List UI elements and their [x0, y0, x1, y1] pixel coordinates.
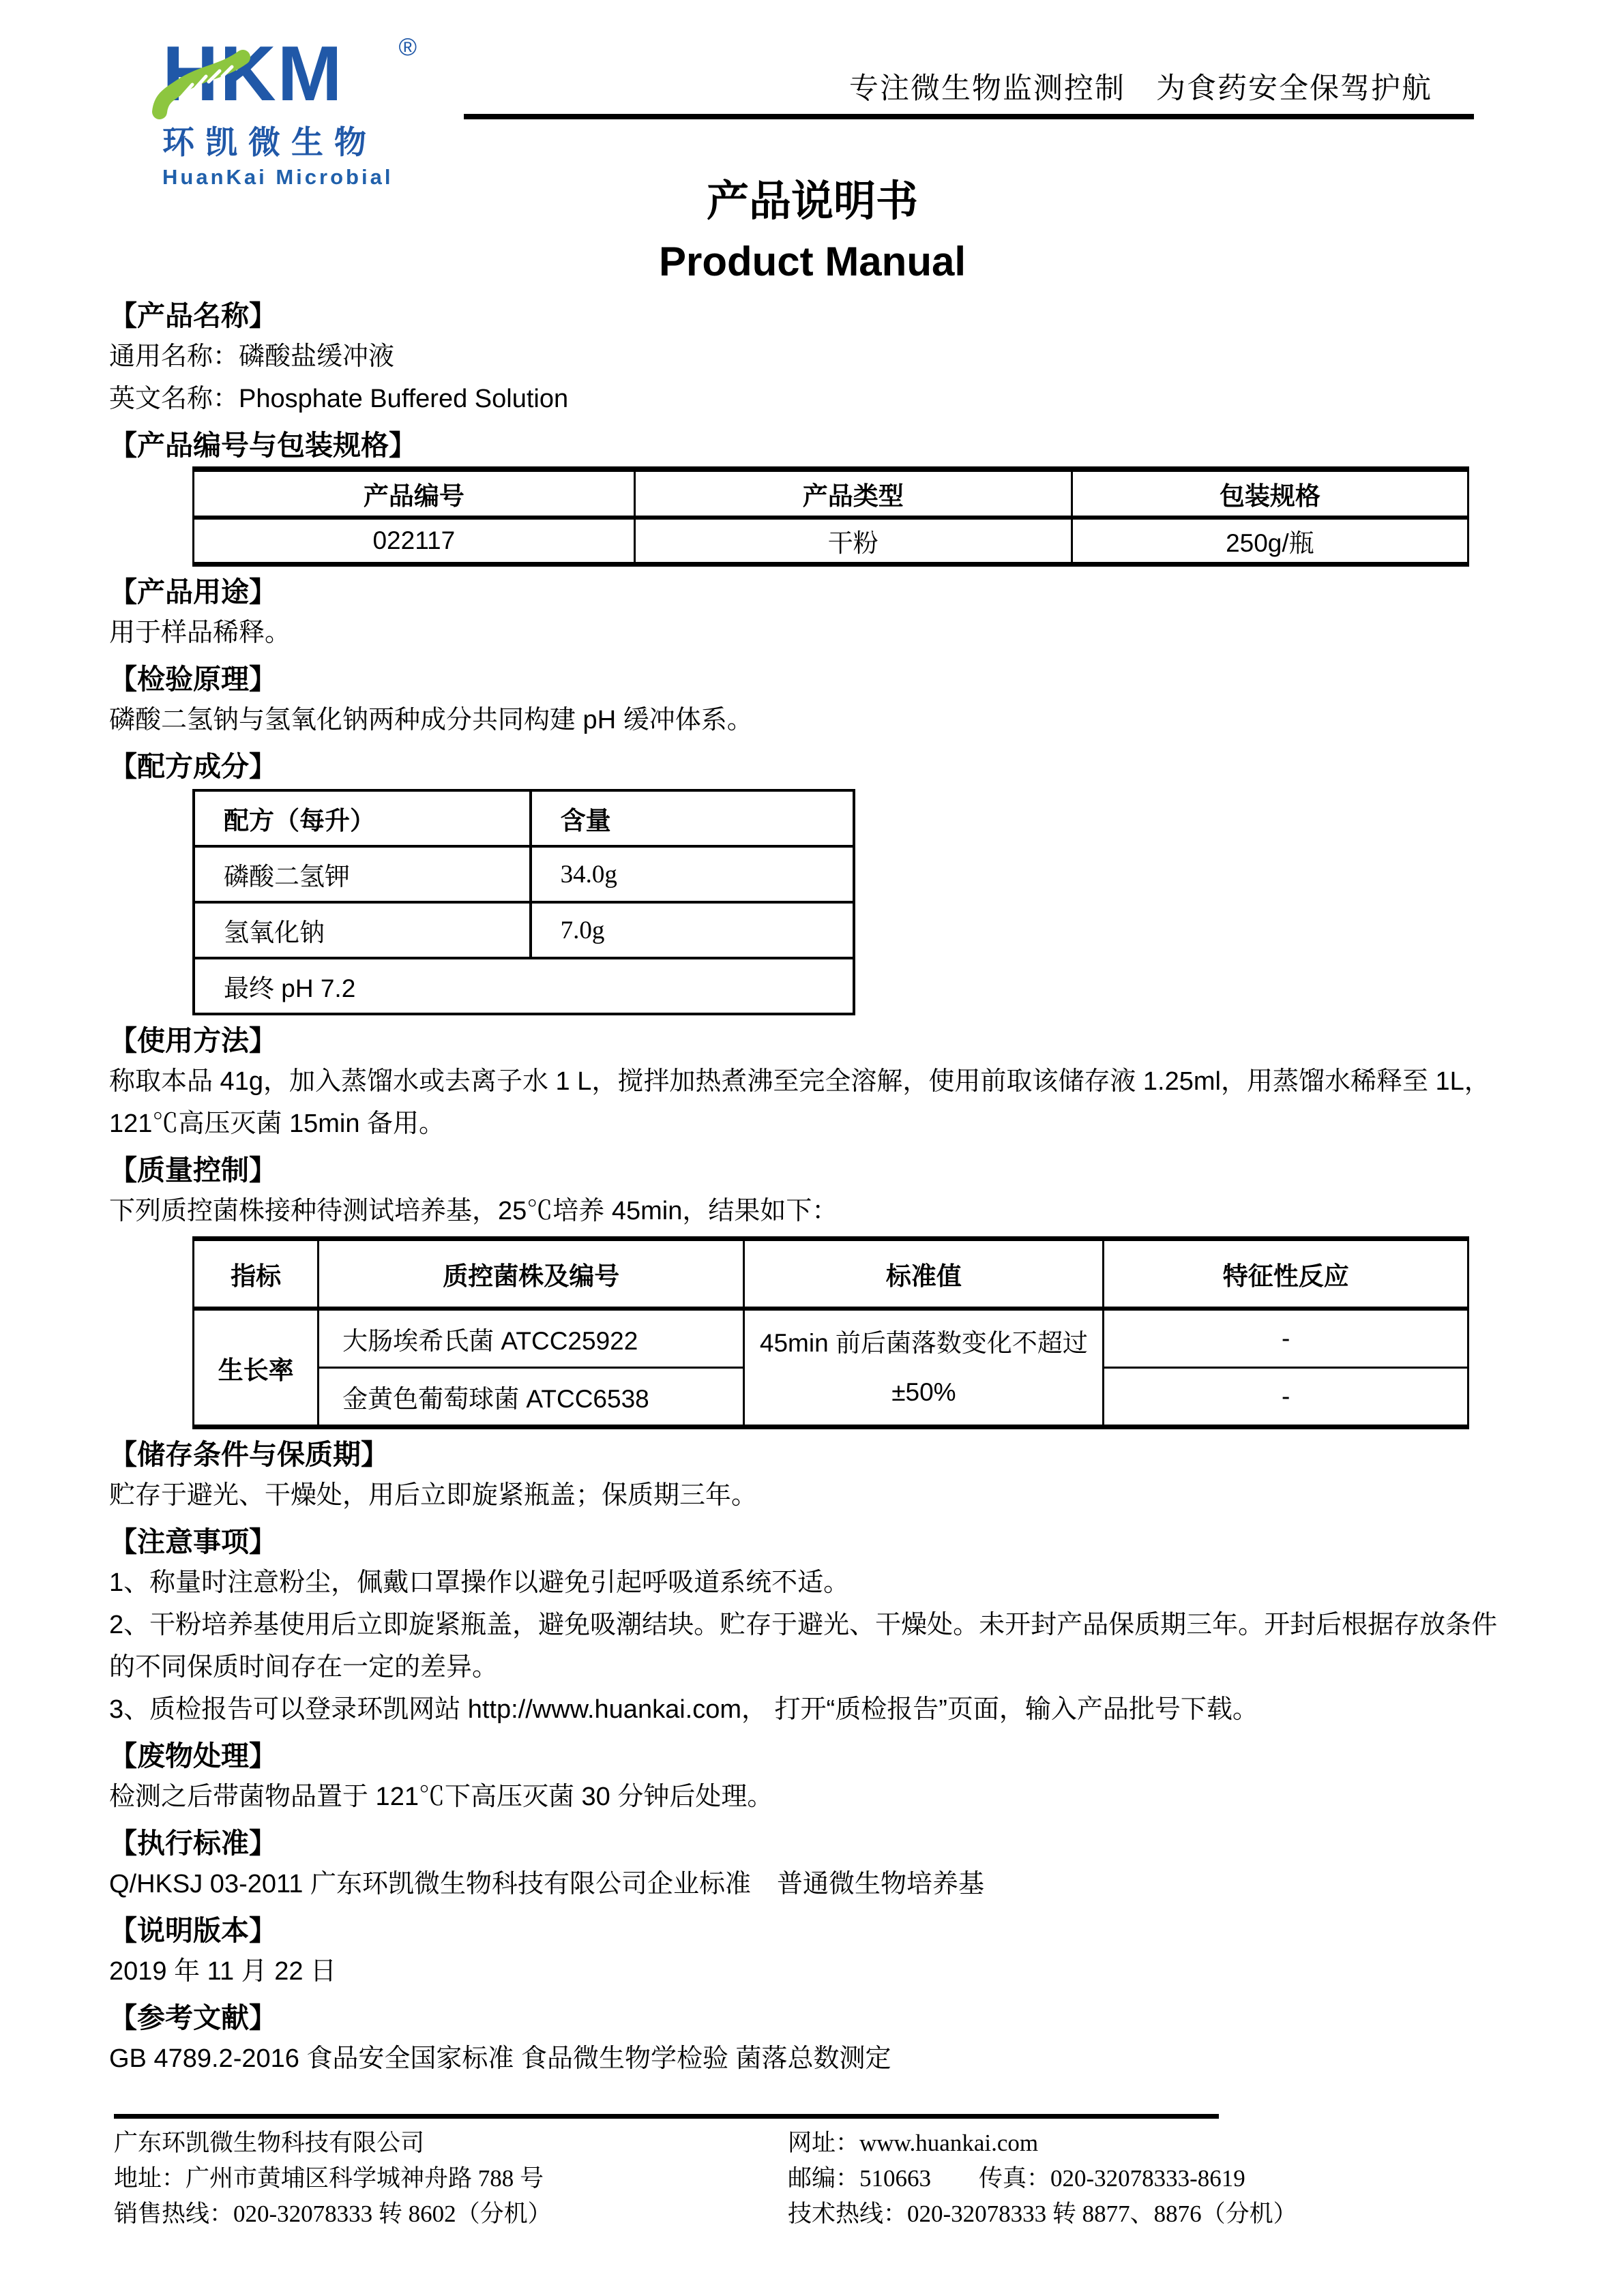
section-title-formula: 【配方成分】	[109, 751, 277, 782]
section-title-product-name: 【产品名称】	[109, 300, 277, 331]
spec-col-header-type: 产品类型	[634, 469, 1072, 518]
footer-company-block	[114, 2126, 788, 2232]
logo-hkm-row	[162, 31, 417, 117]
formula-cell-amount: 34.0g	[531, 846, 854, 902]
english-name-line: 英文名称：Phosphate Buffered Solution	[109, 385, 569, 413]
footer-address: 地址：广州市黄埔区科学城神舟路 788 号	[114, 2165, 544, 2192]
section-title-waste: 【废物处理】	[109, 1740, 277, 1772]
logo-en-name: HuanKai Microbial	[162, 165, 394, 189]
section-title-method: 【使用方法】	[109, 1025, 277, 1056]
footer-tech-hotline: 技术热线：020-32078333 转 8877、8876（分机）	[788, 2201, 1297, 2227]
qc-cell-reaction1: -	[1104, 1309, 1468, 1368]
usage-body: 用于样品稀释。	[109, 618, 291, 647]
section-title-spec: 【产品编号与包装规格】	[109, 430, 417, 461]
qc-cell-indicator: 生长率	[194, 1309, 319, 1427]
storage-body: 贮存于避光、干燥处，用后立即旋紧瓶盖；保质期三年。	[109, 1481, 758, 1510]
note-item-1: 1、称量时注意粉尘，佩戴口罩操作以避免引起呼吸道系统不适。	[109, 1568, 850, 1597]
formula-header-row	[194, 790, 854, 846]
section-title-principle: 【检验原理】	[109, 664, 277, 695]
footer-postcode-fax: 邮编：510663 传真：020-32078333-8619	[788, 2165, 1245, 2192]
header-divider	[464, 114, 1474, 119]
formula-cell-ingredient: 磷酸二氢钾	[194, 846, 531, 902]
document-body	[109, 155, 1516, 2080]
qc-col-header-strain: 质控菌株及编号	[319, 1239, 744, 1309]
section-title-storage: 【储存条件与保质期】	[109, 1439, 389, 1470]
qc-header-row	[194, 1239, 1468, 1309]
qc-col-header-indicator: 指标	[194, 1239, 319, 1309]
standard-body: Q/HKSJ 03-2011 广东环凯微生物科技有限公司企业标准 普通微生物培养基	[109, 1870, 985, 1898]
section-title-usage: 【产品用途】	[109, 576, 277, 608]
generic-name-line: 通用名称：磷酸盐缓冲液	[109, 342, 395, 371]
section-title-notes: 【注意事项】	[109, 1526, 277, 1557]
formula-table	[192, 789, 855, 1015]
qc-col-header-reaction: 特征性反应	[1104, 1239, 1468, 1309]
page-title-cn: 产品说明书	[706, 178, 918, 225]
formula-col-header-ingredient: 配方（每升）	[194, 790, 531, 846]
spec-table	[192, 466, 1469, 567]
qc-cell-reaction2: -	[1104, 1368, 1468, 1427]
spec-cell-type: 干粉	[634, 518, 1072, 565]
page-footer	[114, 2114, 1553, 2232]
note-item-2: 2、干粉培养基使用后立即旋紧瓶盖，避免吸潮结块。贮存于避光、干燥处。未开封产品保质期三年。开封后根据存放条件的不同保质时间存在一定的差异。	[109, 1611, 1498, 1682]
footer-divider	[114, 2114, 1219, 2119]
footer-sales-hotline: 销售热线：020-32078333 转 8602（分机）	[114, 2201, 552, 2227]
section-title-version: 【说明版本】	[109, 1915, 277, 1946]
dna-helix-icon	[151, 41, 288, 123]
principle-body: 磷酸二氢钠与氢氧化钠两种成分共同构建 pH 缓冲体系。	[109, 706, 753, 734]
formula-cell-ingredient: 氢氧化钠	[194, 902, 531, 958]
formula-cell-amount: 7.0g	[531, 902, 854, 958]
note-item-3: 3、质检报告可以登录环凯网站 http://www.huankai.com， 打开“质检报告”页面，输入产品批号下载。	[109, 1695, 1258, 1724]
spec-header-row	[194, 469, 1468, 518]
footer-company-name: 广东环凯微生物科技有限公司	[114, 2130, 425, 2156]
qc-row-strain1	[194, 1309, 1468, 1368]
method-body: 称取本品 41g，加入蒸馏水或去离子水 1 L，搅拌加热煮沸至完全溶解，使用前取该储存液 1.25ml，用蒸馏水稀释至 1L，121℃高压灭菌 15min 备用。	[109, 1067, 1490, 1138]
section-title-qc: 【质量控制】	[109, 1154, 277, 1186]
references-body: GB 4789.2-2016 食品安全国家标准 食品微生物学检验 菌落总数测定	[109, 2044, 891, 2073]
spec-data-row	[194, 518, 1468, 565]
formula-final-ph-row	[194, 958, 854, 1014]
registered-trademark-icon: ®	[398, 33, 417, 61]
formula-col-header-amount: 含量	[531, 790, 854, 846]
formula-row	[194, 902, 854, 958]
section-title-references: 【参考文献】	[109, 2002, 277, 2033]
footer-contact-block	[788, 2126, 1553, 2232]
qc-cell-strain1: 大肠埃希氏菌 ATCC25922	[319, 1309, 744, 1368]
page-title-en: Product Manual	[658, 239, 966, 284]
spec-cell-code: 022117	[194, 518, 635, 565]
qc-table	[192, 1236, 1469, 1429]
logo-cn-name: 环凯微生物	[162, 124, 377, 160]
spec-col-header-pack: 包装规格	[1072, 469, 1468, 518]
qc-cell-standard: 45min 前后菌落数变化不超过±50%	[744, 1309, 1104, 1427]
section-title-standard: 【执行标准】	[109, 1828, 277, 1859]
logo-hkm-text: HKM	[162, 31, 344, 117]
formula-row	[194, 846, 854, 902]
qc-col-header-standard: 标准值	[744, 1239, 1104, 1309]
version-body: 2019 年 11 月 22 日	[109, 1957, 337, 1986]
footer-website: 网址：www.huankai.com	[788, 2130, 1039, 2156]
waste-body: 检测之后带菌物品置于 121℃下高压灭菌 30 分钟后处理。	[109, 1783, 773, 1811]
formula-final-ph-cell: 最终 pH 7.2	[194, 958, 854, 1014]
company-tagline: 专注微生物监测控制 为食药安全保驾护航	[849, 72, 1432, 105]
spec-col-header-code: 产品编号	[194, 469, 635, 518]
qc-cell-strain2: 金黄色葡萄球菌 ATCC6538	[319, 1368, 744, 1427]
qc-intro: 下列质控菌株接种待测试培养基，25℃培养 45min，结果如下：	[109, 1197, 838, 1225]
spec-cell-pack: 250g/瓶	[1072, 518, 1468, 565]
